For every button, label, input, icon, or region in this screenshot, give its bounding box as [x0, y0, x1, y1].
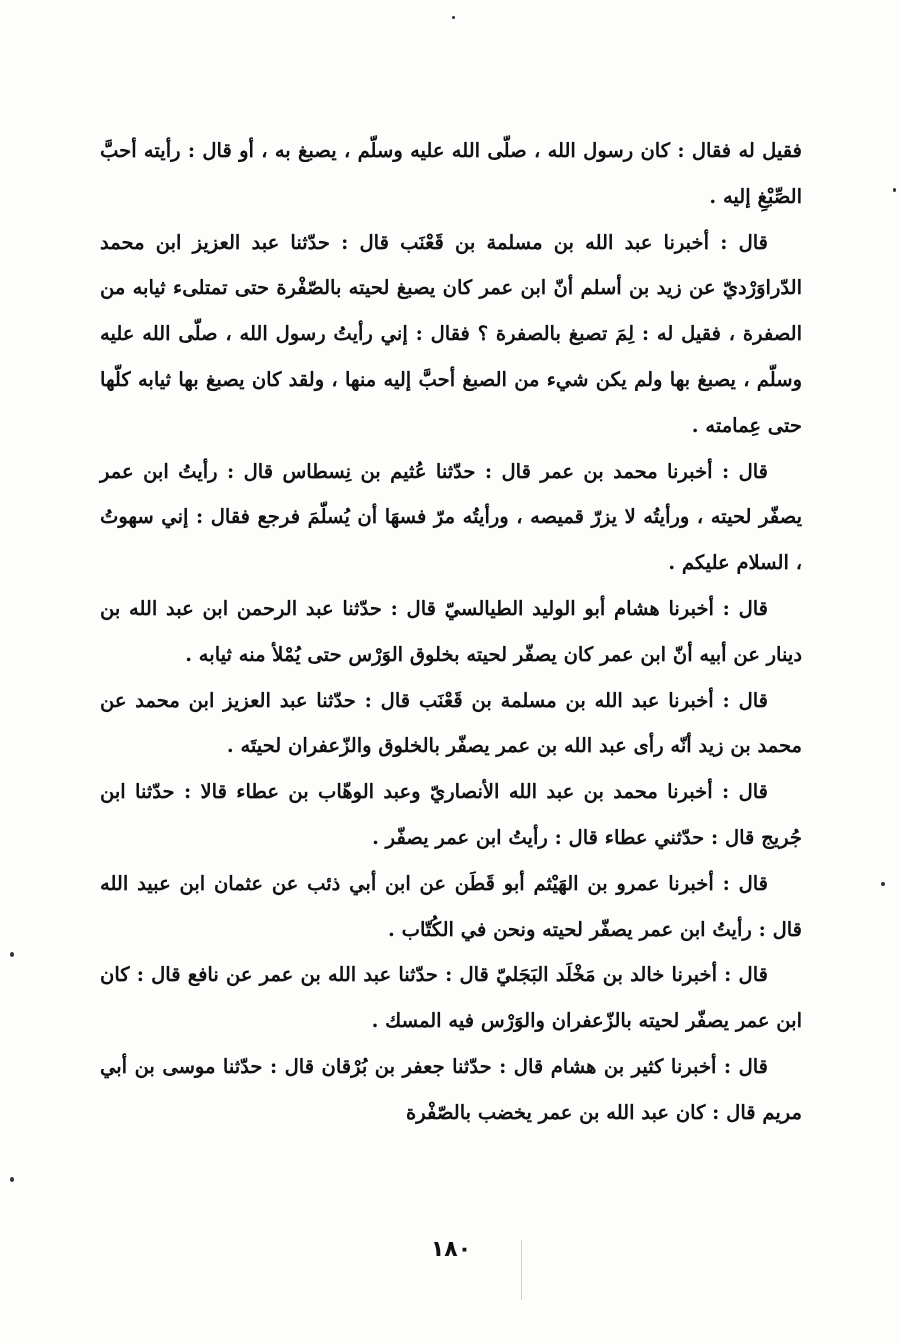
- paragraph-4: قال : أخبرنا هشام أبو الوليد الطيالسيّ قال : حدّثنا عبد الرحمن ابن عبد الله بن دينار عن أبيه أنّ ابن عمر كان يصفّر لحيته بخلوق الوَرْس حتى يُمْلأ منه ثيابه .: [100, 596, 802, 666]
- paragraph-6: قال : أخبرنا محمد بن عبد الله الأنصاريّ وعبد الوهّاب بن عطاء قالا : حدّثنا ابن جُريج قال : حدّثني عطاء قال : رأيتُ ابن عمر يصفّر .: [100, 780, 802, 849]
- scan-speck: [893, 188, 896, 192]
- paragraph-5: قال : أخبرنا عبد الله بن مسلمة بن قَعْنَب قال : حدّثنا عبد العزيز ابن محمد عن محمد بن زيد أنّه رأى عبد الله بن عمر يصفّر بالخلوق والزّعفران لحيتَه .: [100, 688, 802, 758]
- paragraph-8: قال : أخبرنا خالد بن مَخْلَد البَجَليّ قال : حدّثنا عبد الله بن عمر عن نافع قال : كان ابن عمر يصفّر لحيته بالزّعفران والوَرْس فيه المسك .: [100, 963, 802, 1033]
- scan-speck: [10, 1177, 14, 1182]
- paragraph-2: قال : أخبرنا عبد الله بن مسلمة بن قَعْنَب قال : حدّثنا عبد العزيز ابن محمد الدّراوَرْديّ عن زيد بن أسلم أنّ ابن عمر كان يصبغ لحيته بالصّفْرة حتى تمتلىء ثيابه من الصفرة ، فقيل له : لِمَ تصبغ بالصفرة ؟ فقال : إني رأيتُ رسول الله ، صلّى الله عليه وسلّم ، يصبغ بها ولم يكن شيء من الصبغ أحبَّ إليه منها ، ولقد كان يصبغ بها ثيابه كلّها حتى عِمامته .: [100, 230, 802, 437]
- scan-speck: [881, 882, 885, 886]
- scan-speck: [10, 952, 14, 957]
- paragraph-7: قال : أخبرنا عمرو بن الهَيْثم أبو قَطَن عن ابن أبي ذئب عن عثمان ابن عبيد الله قال : رأيتُ ابن عمر يصفّر لحيته ونحن في الكُتّاب .: [100, 871, 802, 941]
- page-number: ١٨٠: [430, 1237, 472, 1262]
- page-body-text: [100, 128, 802, 1136]
- scan-artifact-line: [521, 1240, 522, 1300]
- paragraph-9: قال : أخبرنا كثير بن هشام قال : حدّثنا جعفر بن بُرْقان قال : حدّثنا موسى بن أبي مريم قال : كان عبد الله بن عمر يخضب بالصّفْرة: [100, 1054, 802, 1124]
- paragraph-1: فقيل له فقال : كان رسول الله ، صلّى الله عليه وسلّم ، يصبغ به ، أو قال : رأيته أحبَّ الصِّبْغِ إليه .: [100, 139, 802, 208]
- paragraph-3: قال : أخبرنا محمد بن عمر قال : حدّثنا عُثيم بن نِسطاس قال : رأيتُ ابن عمر يصفّر لحيته ، ورأيتُه لا يزرّ قميصه ، ورأيتُه مرّ فسهَا أن يُسلّمَ فرجع فقال : إني سهوتُ ، السلام عليكم .: [100, 459, 802, 575]
- scan-speck: [452, 16, 455, 19]
